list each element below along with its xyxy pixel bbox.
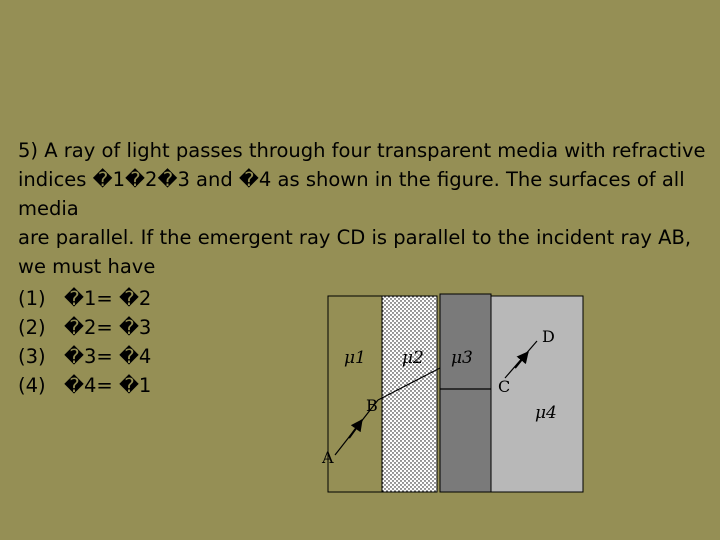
option-number: (3) — [18, 345, 46, 368]
point-a-label: A — [322, 448, 334, 467]
option-number: (2) — [18, 316, 46, 339]
point-b-label: B — [366, 396, 378, 415]
medium-3-slab — [440, 294, 491, 492]
option-number: (4) — [18, 374, 46, 397]
medium-4-label: μ4 — [535, 403, 557, 423]
point-c-label: C — [498, 377, 511, 396]
option-text: �1= �2 — [64, 287, 152, 310]
option-number: (1) — [18, 287, 46, 310]
option-text: �3= �4 — [64, 345, 152, 368]
option-text: �4= �1 — [64, 374, 152, 397]
medium-3-label: μ3 — [451, 348, 473, 368]
medium-1-slab — [328, 296, 382, 492]
option-text: �2= �3 — [64, 316, 152, 339]
medium-1-label: μ1 — [344, 348, 366, 368]
question-text: 5) A ray of light passes through four transparent media with refractive indices �1�2�3 and �4 as shown in the figure. The surfaces of all media are parallel. If the emergent ray CD is parallel to the incident ray AB, we must have — [18, 139, 706, 278]
medium-2-label: μ2 — [402, 348, 424, 368]
point-d-label: D — [542, 327, 555, 346]
